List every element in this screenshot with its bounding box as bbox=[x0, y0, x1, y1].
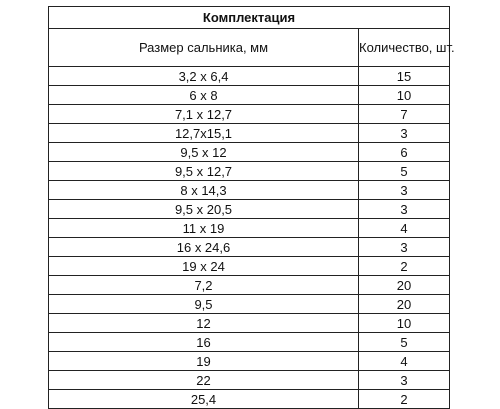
size-cell: 9,5 х 12 bbox=[49, 143, 359, 162]
table-row bbox=[49, 295, 450, 314]
quantity-cell: 4 bbox=[359, 352, 450, 371]
equipment-table bbox=[48, 6, 455, 409]
table-row bbox=[49, 276, 450, 295]
table-row bbox=[49, 238, 450, 257]
size-cell: 3,2 х 6,4 bbox=[49, 67, 359, 86]
quantity-cell: 2 bbox=[359, 390, 450, 409]
table-body bbox=[49, 7, 455, 409]
size-cell: 11 х 19 bbox=[49, 219, 359, 238]
table-row bbox=[49, 200, 450, 219]
table-row bbox=[49, 143, 450, 162]
quantity-cell: 3 bbox=[359, 371, 450, 390]
table-title-row bbox=[49, 7, 450, 29]
quantity-cell: 3 bbox=[359, 200, 450, 219]
quantity-cell: 20 bbox=[359, 276, 450, 295]
table-header-row bbox=[49, 29, 450, 67]
quantity-cell: 6 bbox=[359, 143, 450, 162]
size-column-header: Размер сальника, мм bbox=[49, 29, 359, 67]
size-cell: 8 х 14,3 bbox=[49, 181, 359, 200]
size-cell: 6 х 8 bbox=[49, 86, 359, 105]
size-cell: 9,5 bbox=[49, 295, 359, 314]
table-row bbox=[49, 162, 450, 181]
quantity-column-header: Количество, шт. bbox=[359, 29, 450, 67]
size-cell: 7,2 bbox=[49, 276, 359, 295]
quantity-cell: 3 bbox=[359, 124, 450, 143]
size-cell: 7,1 х 12,7 bbox=[49, 105, 359, 124]
table-row bbox=[49, 124, 450, 143]
table-row bbox=[49, 67, 450, 86]
size-cell: 22 bbox=[49, 371, 359, 390]
size-cell: 19 х 24 bbox=[49, 257, 359, 276]
size-cell: 19 bbox=[49, 352, 359, 371]
quantity-cell: 3 bbox=[359, 181, 450, 200]
table-row bbox=[49, 371, 450, 390]
size-cell: 12,7х15,1 bbox=[49, 124, 359, 143]
table-row bbox=[49, 314, 450, 333]
quantity-cell: 2 bbox=[359, 257, 450, 276]
table-title: Комплектация bbox=[49, 7, 450, 29]
size-cell: 16 bbox=[49, 333, 359, 352]
table-row bbox=[49, 333, 450, 352]
quantity-cell: 4 bbox=[359, 219, 450, 238]
quantity-cell: 3 bbox=[359, 238, 450, 257]
table-row bbox=[49, 390, 450, 409]
quantity-cell: 15 bbox=[359, 67, 450, 86]
table-row bbox=[49, 105, 450, 124]
size-cell: 25,4 bbox=[49, 390, 359, 409]
size-cell: 16 х 24,6 bbox=[49, 238, 359, 257]
quantity-cell: 7 bbox=[359, 105, 450, 124]
size-cell: 9,5 х 12,7 bbox=[49, 162, 359, 181]
table-row bbox=[49, 352, 450, 371]
quantity-cell: 10 bbox=[359, 314, 450, 333]
table-row bbox=[49, 257, 450, 276]
table-row bbox=[49, 219, 450, 238]
quantity-cell: 20 bbox=[359, 295, 450, 314]
size-cell: 9,5 х 20,5 bbox=[49, 200, 359, 219]
table-row bbox=[49, 181, 450, 200]
quantity-cell: 10 bbox=[359, 86, 450, 105]
table-row bbox=[49, 86, 450, 105]
size-cell: 12 bbox=[49, 314, 359, 333]
quantity-cell: 5 bbox=[359, 162, 450, 181]
quantity-cell: 5 bbox=[359, 333, 450, 352]
